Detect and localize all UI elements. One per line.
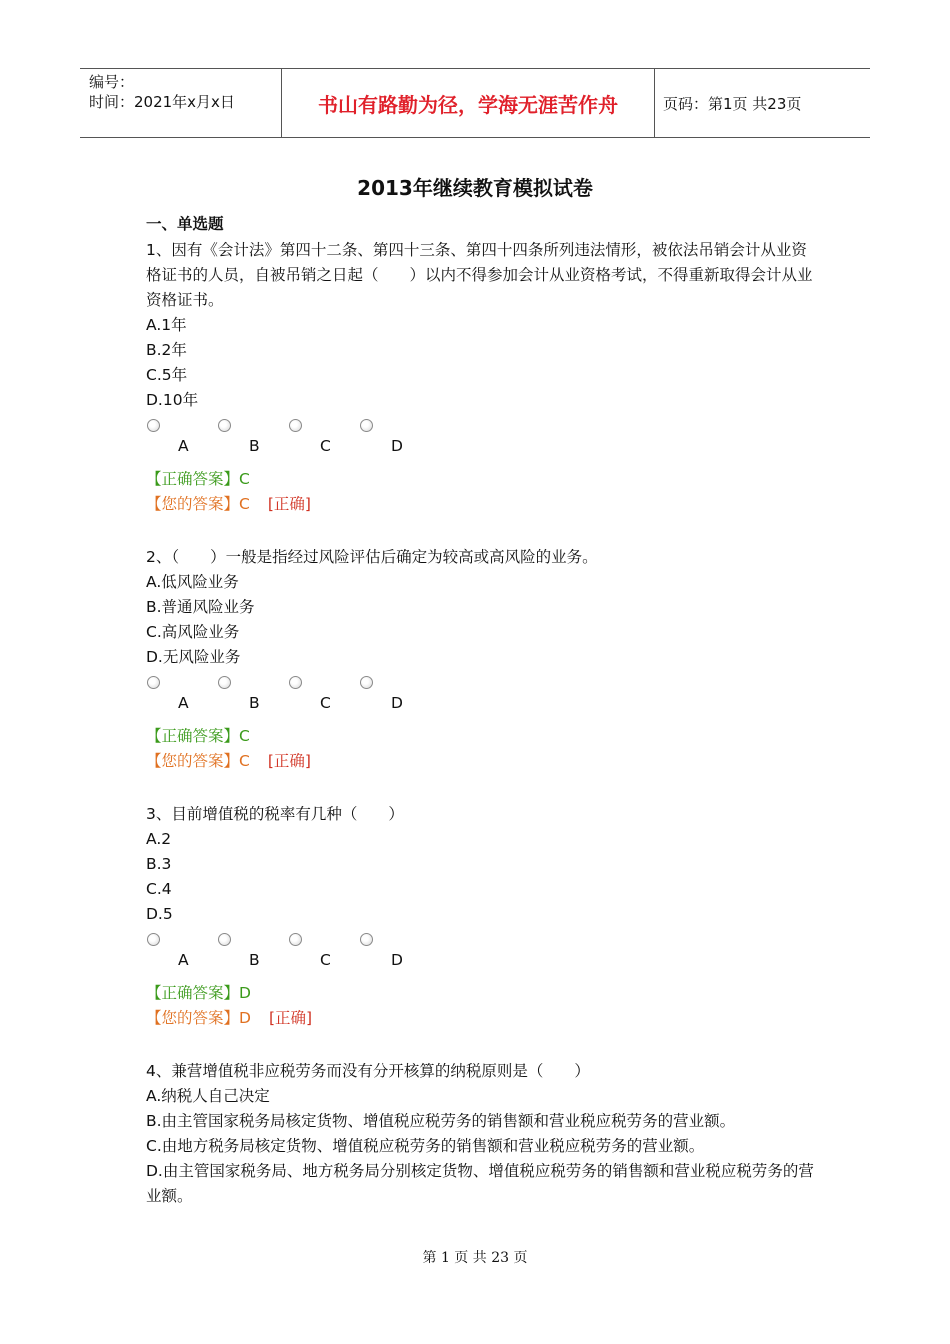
result-mark: [正确] bbox=[267, 495, 311, 513]
radio-d[interactable] bbox=[360, 676, 373, 689]
question-2 bbox=[146, 545, 816, 774]
answer-radio-group bbox=[146, 672, 816, 690]
radio-label-b: B bbox=[249, 694, 260, 712]
option-b: B.普通风险业务 bbox=[146, 598, 255, 616]
option-b: B.由主管国家税务局核定货物、增值税应税劳务的销售额和营业税应税劳务的营业额。 bbox=[146, 1112, 736, 1130]
question-text: 1、因有《会计法》第四十二条、第四十三条、第四十四条所列违法情形，被依法吊销会计从业资格证书的人员，自被吊销之日起（ ）以内不得参加会计从业资格考试，不得重新取得会计从业资格证书。 bbox=[146, 241, 813, 309]
exam-content bbox=[146, 212, 816, 1237]
correct-answer: 【正确答案】C bbox=[146, 470, 250, 488]
number-label: 编号： bbox=[89, 73, 135, 91]
header-page-info: 页码：第1页 共23页 bbox=[663, 94, 802, 113]
radio-c[interactable] bbox=[289, 676, 302, 689]
your-answer bbox=[146, 1006, 816, 1031]
your-answer-text: 【您的答案】D bbox=[146, 1009, 251, 1027]
your-answer bbox=[146, 492, 816, 517]
radio-labels bbox=[146, 690, 816, 716]
radio-label-b: B bbox=[249, 437, 260, 455]
radio-b[interactable] bbox=[218, 933, 231, 946]
section-heading: 一、单选题 bbox=[146, 215, 224, 233]
your-answer-text: 【您的答案】C bbox=[146, 495, 250, 513]
radio-b[interactable] bbox=[218, 676, 231, 689]
radio-d[interactable] bbox=[360, 419, 373, 432]
radio-c[interactable] bbox=[289, 933, 302, 946]
radio-label-d: D bbox=[391, 951, 403, 969]
option-b: B.2年 bbox=[146, 341, 187, 359]
radio-d[interactable] bbox=[360, 933, 373, 946]
option-a: A.纳税人自己决定 bbox=[146, 1087, 270, 1105]
option-d: D.无风险业务 bbox=[146, 648, 241, 666]
question-text: 3、目前增值税的税率有几种（ ） bbox=[146, 805, 404, 823]
radio-label-c: C bbox=[320, 694, 331, 712]
option-a: A.2 bbox=[146, 830, 172, 848]
radio-a[interactable] bbox=[147, 933, 160, 946]
radio-label-b: B bbox=[249, 951, 260, 969]
answer-radio-group bbox=[146, 929, 816, 947]
result-mark: [正确] bbox=[267, 752, 311, 770]
radio-label-d: D bbox=[391, 694, 403, 712]
option-c: C.由地方税务局核定货物、增值税应税劳务的销售额和营业税应税劳务的营业额。 bbox=[146, 1137, 705, 1155]
option-b: B.3 bbox=[146, 855, 172, 873]
radio-label-a: A bbox=[178, 694, 189, 712]
result-mark: [正确] bbox=[268, 1009, 313, 1027]
option-a: A.1年 bbox=[146, 316, 187, 334]
option-d: D.10年 bbox=[146, 391, 199, 409]
question-3 bbox=[146, 802, 816, 1031]
radio-label-c: C bbox=[320, 951, 331, 969]
your-answer-text: 【您的答案】C bbox=[146, 752, 250, 770]
header-motto: 书山有路勤为径，学海无涯苦作舟 bbox=[282, 69, 655, 137]
page-header bbox=[80, 68, 870, 138]
correct-answer: 【正确答案】D bbox=[146, 984, 251, 1002]
radio-label-d: D bbox=[391, 437, 403, 455]
page-footer: 第 1 页 共 23 页 bbox=[422, 1250, 528, 1266]
question-1 bbox=[146, 238, 816, 517]
option-a: A.低风险业务 bbox=[146, 573, 239, 591]
question-text: 4、兼营增值税非应税劳务而没有分开核算的纳税原则是（ ） bbox=[146, 1062, 590, 1080]
radio-a[interactable] bbox=[147, 676, 160, 689]
radio-c[interactable] bbox=[289, 419, 302, 432]
option-c: C.4 bbox=[146, 880, 172, 898]
radio-labels bbox=[146, 947, 816, 973]
radio-label-a: A bbox=[178, 951, 189, 969]
question-4 bbox=[146, 1059, 816, 1209]
radio-a[interactable] bbox=[147, 419, 160, 432]
option-d: D.5 bbox=[146, 905, 173, 923]
correct-answer: 【正确答案】C bbox=[146, 727, 250, 745]
time-label: 时间：2021年x月x日 bbox=[89, 93, 235, 111]
radio-label-c: C bbox=[320, 437, 331, 455]
option-d: D.由主管国家税务局、地方税务局分别核定货物、增值税应税劳务的销售额和营业税应税劳务的营业额。 bbox=[146, 1162, 814, 1205]
question-text: 2、（ ）一般是指经过风险评估后确定为较高或高风险的业务。 bbox=[146, 548, 598, 566]
radio-label-a: A bbox=[178, 437, 189, 455]
document-title: 2013年继续教育模拟试卷 bbox=[357, 176, 593, 200]
option-c: C.高风险业务 bbox=[146, 623, 240, 641]
header-meta bbox=[80, 69, 282, 137]
radio-b[interactable] bbox=[218, 419, 231, 432]
your-answer bbox=[146, 749, 816, 774]
radio-labels bbox=[146, 433, 816, 459]
option-c: C.5年 bbox=[146, 366, 188, 384]
answer-radio-group bbox=[146, 415, 816, 433]
